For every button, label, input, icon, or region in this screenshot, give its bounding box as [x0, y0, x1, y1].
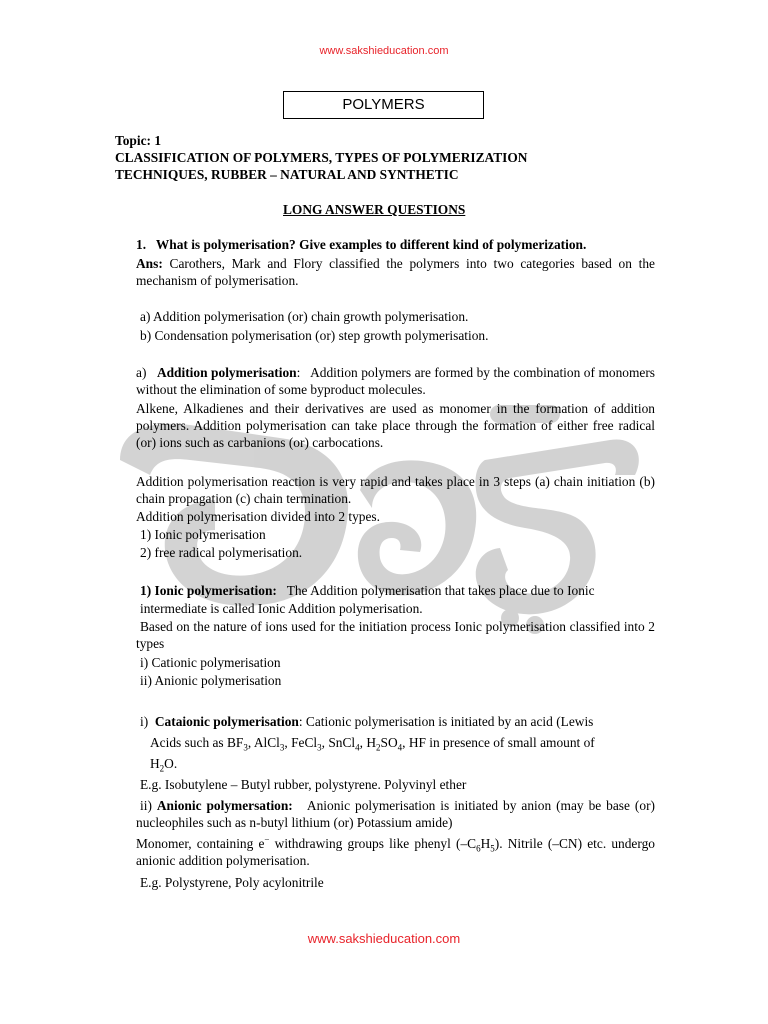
anionic-prefix: ii) [140, 798, 152, 813]
cationic-prefix: i) [140, 714, 149, 729]
question-text: What is polymerisation? Give examples to different kind of polymerization. [155, 237, 587, 252]
anionic-text: Anionic polymerisation is initiated by anion (may be base (or) nucleophiles such as n-butyl lithium (or) Potassium amide) [136, 798, 655, 830]
cationic-heading: Cataionic polymerisation [154, 714, 299, 729]
document-title: POLYMERS [283, 91, 484, 119]
cationic-water: $H_2O$. [150, 756, 178, 774]
ionic-type-1: i) Cationic polymerisation [140, 655, 281, 670]
addition-type-1: 1) Ionic polymerisation [140, 527, 266, 542]
answer-text: Carothers, Mark and Flory classified the polymers into two categories based on the mechanism of polymerisation. [136, 256, 655, 288]
ionic-definition [140, 582, 655, 599]
ionic-text-2: intermediate is called Ionic Addition polymerisation. [140, 601, 423, 616]
ionic-text: The Addition polymerisation that takes place due to Ionic [286, 583, 595, 598]
topic-line-2: TECHNIQUES, RUBBER – NATURAL AND SYNTHETIC [115, 167, 459, 182]
answer-label: Ans: [136, 256, 163, 271]
addition-divided: Addition polymerisation divided into 2 types. [136, 509, 380, 524]
cationic-text: : Cationic polymerisation is initiated by an acid (Lewis [298, 714, 594, 729]
anionic-definition [136, 797, 655, 831]
question-number: 1. [136, 237, 147, 252]
topic-number: Topic: 1 [115, 133, 162, 148]
addition-type-2: 2) free radical polymerisation. [140, 545, 303, 560]
addition-prefix: a) [136, 365, 147, 380]
answer-paragraph [136, 255, 655, 289]
addition-heading: Addition polymerisation [156, 365, 297, 380]
header-url[interactable]: www.sakshieducation.com [319, 45, 449, 57]
question-1 [136, 236, 586, 253]
anionic-monomer: Monomer, containing e− withdrawing groups like phenyl $(-C_6H_5)$. Nitrile (–CN) etc. undergo anionic addition polymerisation. [136, 834, 655, 868]
topic-line-1: CLASSIFICATION OF POLYMERS, TYPES OF POLYMERIZATION [115, 150, 528, 165]
cationic-example: E.g. Isobutylene – Butyl rubber, polystyrene. Polyvinyl ether [140, 777, 467, 792]
cationic-definition [140, 713, 593, 730]
category-a: a) Addition polymerisation (or) chain growth polymerisation. [140, 309, 469, 324]
ionic-heading: 1) Ionic polymerisation: [140, 583, 277, 598]
category-b: b) Condensation polymerisation (or) step growth polymerisation. [140, 328, 489, 343]
cationic-acids-line: Acids such as $BF_3$, AlCl$_3$, FeCl$_3$, SnCl$_4$, $H_2SO_4$, HF in presence of small amount of [150, 735, 595, 753]
section-heading: LONG ANSWER QUESTIONS [283, 202, 466, 217]
anionic-heading: Anionic polymersation: [156, 798, 293, 813]
addition-paragraph-3: Addition polymerisation reaction is very rapid and takes place in 3 steps (a) chain initiation (b) chain propagation (c) chain termination. [136, 474, 655, 506]
addition-paragraph-2: Alkene, Alkadienes and their derivatives are used as monomer in the formation of addition polymers. Addition polymerisation can take place through the formation of either free radical (or) ions such as carbanions (or) carbocations. [136, 401, 655, 450]
footer-url[interactable]: www.sakshieducation.com [307, 931, 461, 946]
addition-definition: a) Addition polymerisation: Addition polymers are formed by the combination of monomers without the elimination of some byproduct molecules. [136, 365, 655, 397]
addition-text: Addition polymers are formed by the combination of monomers without the elimination of some byproduct molecules. [136, 365, 655, 397]
ionic-paragraph-2: Based on the nature of ions used for the initiation process Ionic polymerisation classified into 2 types [136, 619, 655, 651]
anionic-example: E.g. Polystyrene, Poly acylonitrile [140, 875, 324, 890]
ionic-type-2: ii) Anionic polymerisation [140, 673, 282, 688]
